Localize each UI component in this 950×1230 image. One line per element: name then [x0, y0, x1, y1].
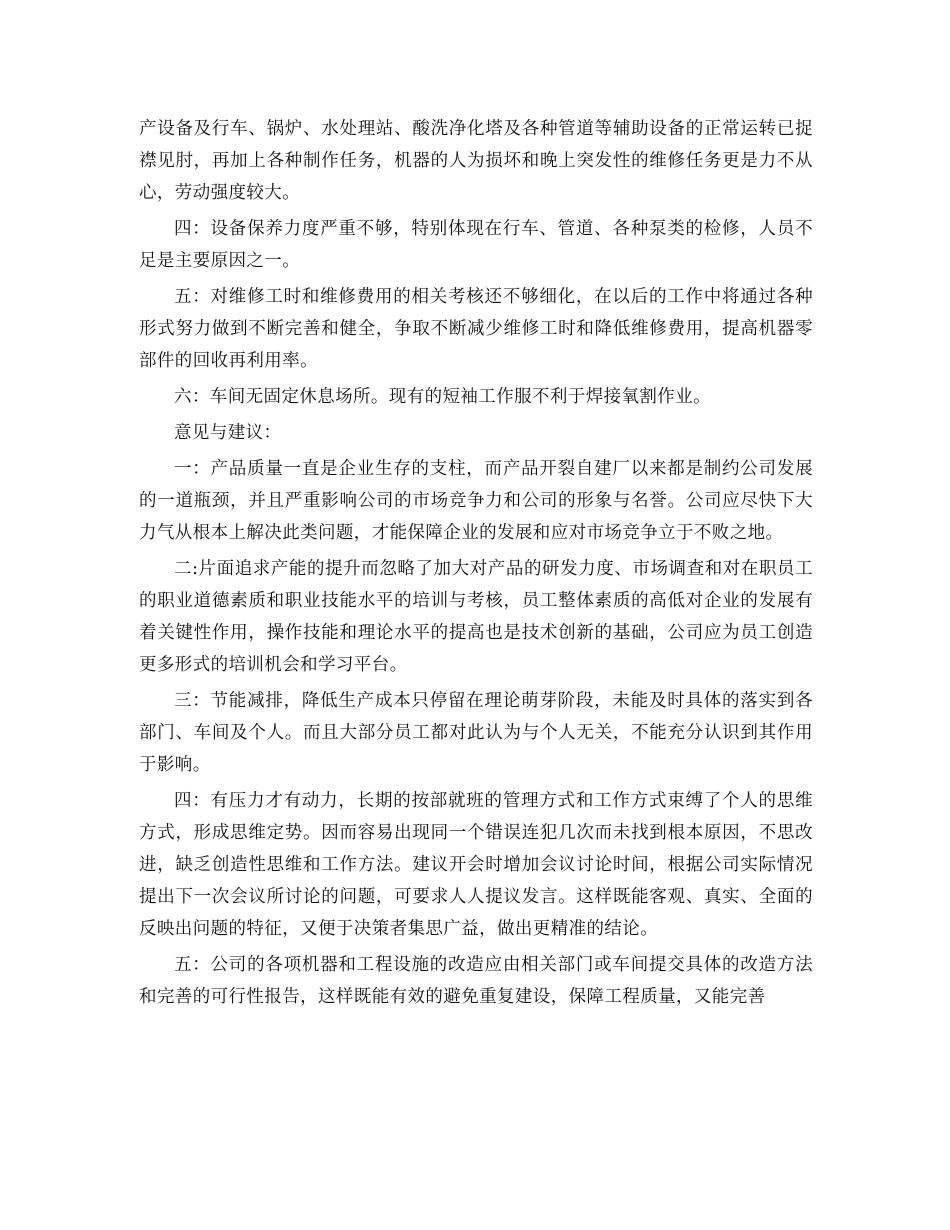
paragraph-item-6-rest-area: 六：车间无固定休息场所。现有的短袖工作服不利于焊接氧割作业。	[174, 387, 711, 407]
section-heading-suggestions: 意见与建议：	[174, 423, 282, 443]
document-body	[139, 113, 813, 1017]
paragraph-item-5-assessment: 五：对维修工时和维修费用的相关考核还不够细化，在以后的工作中将通过各种形式努力做到不断完善和健全，争取不断减少维修工时和降低维修费用，提高机器零部件的回收再利用率。	[139, 287, 813, 371]
paragraph-suggestion-5: 五：公司的各项机器和工程设施的改造应由相关部门或车间提交具体的改造方法和完善的可行性报告，这样既能有效的避免重复建设，保障工程质量，又能完善	[139, 955, 813, 1007]
paragraph-suggestion-3: 三：节能减排，降低生产成本只停留在理论萌芽阶段，未能及时具体的落实到各部门、车间及个人。而且大部分员工都对此认为与个人无关，不能充分认识到其作用于影响。	[139, 691, 813, 775]
paragraph-suggestion-2: 二:片面追求产能的提升而忽略了加大对产品的研发力度、市场调查和对在职员工的职业道德素质和职业技能水平的培训与考核，员工整体素质的高低对企业的发展有着关键性作用，操作技能和理论水平的提高也是技术创新的基础，公司应为员工创造更多形式的培训机会和学习平台。	[139, 559, 813, 675]
paragraph-continuation: 产设备及行车、锅炉、水处理站、酸洗净化塔及各种管道等辅助设备的正常运转已捉襟见肘，再加上各种制作任务，机器的人为损坏和晚上突发性的维修任务更是力不从心，劳动强度较大。	[139, 119, 813, 203]
paragraph-suggestion-1: 一：产品质量一直是企业生存的支柱，而产品开裂自建厂以来都是制约公司发展的一道瓶颈，并且严重影响公司的市场竞争力和公司的形象与名誉。公司应尽快下大力气从根本上解决此类问题，才能保障企业的发展和应对市场竞争立于不败之地。	[139, 459, 813, 543]
paragraph-item-4-maintenance: 四：设备保养力度严重不够，特别体现在行车、管道、各种泵类的检修，人员不足是主要原因之一。	[139, 219, 813, 271]
paragraph-suggestion-4: 四：有压力才有动力，长期的按部就班的管理方式和工作方式束缚了个人的思维方式，形成思维定势。因而容易出现同一个错误连犯几次而未找到根本原因，不思改进，缺乏创造性思维和工作方法。建议开会时增加会议讨论时间，根据公司实际情况提出下一次会议所讨论的问题，可要求人人提议发言。这样既能客观、真实、全面的反映出问题的特征，又便于决策者集思广益，做出更精准的结论。	[139, 791, 813, 939]
